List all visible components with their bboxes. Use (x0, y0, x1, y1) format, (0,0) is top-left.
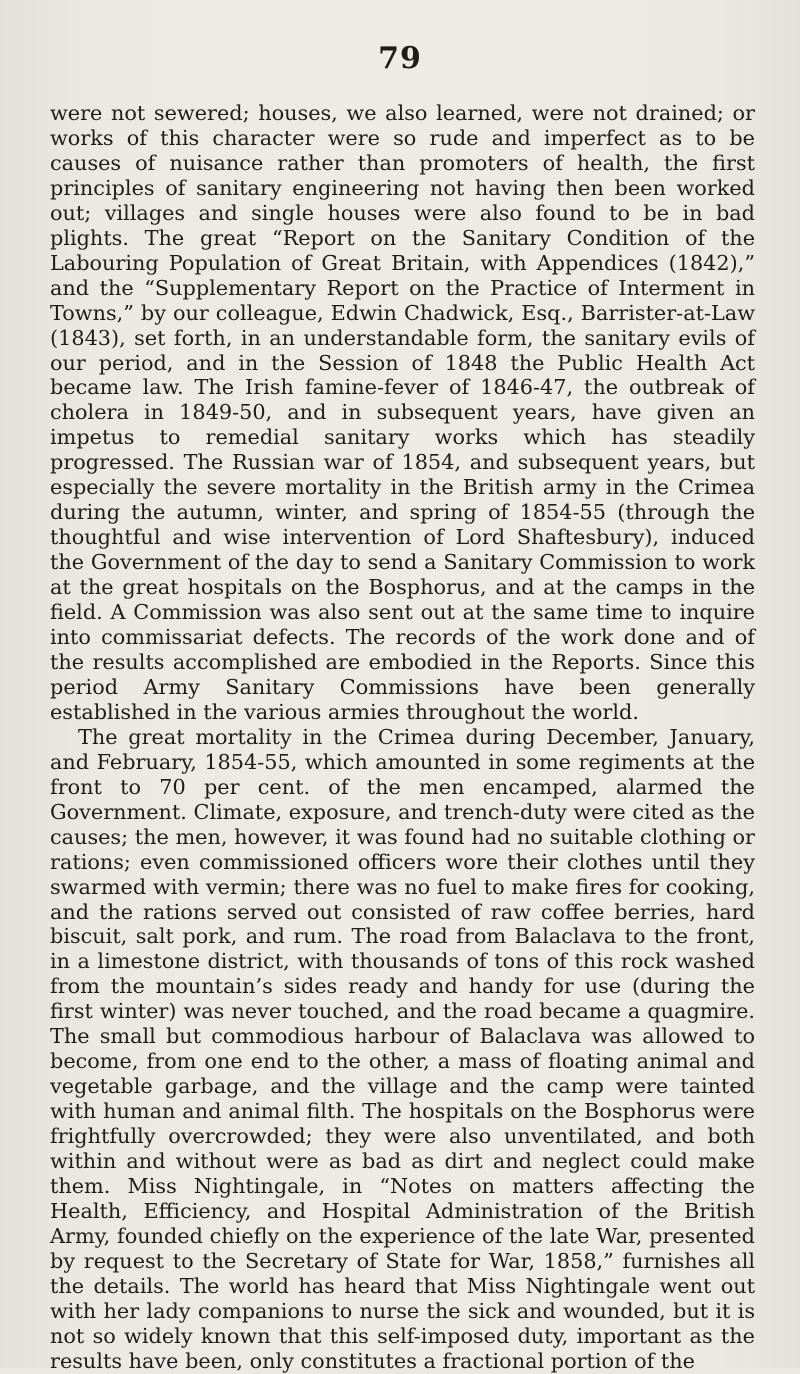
page-number: 79 (378, 41, 422, 76)
paragraph-sanitary-history: were not sewered; houses, we also learned, were not drained; or works of this character were so rude and imperfect as to be causes of nuisance rather than promoters of health, the first principles of sanitary engineering not having then been worked out; villages and single houses were also found to be in bad plights. The great “Report on the Sanitary Condition of the Labouring Population of Great Britain, with Appendices (1842),” and the “Supplementary Report on the Practice of Interment in Towns,” by our colleague, Edwin Chadwick, Esq., Barrister-at-Law (1843), set forth, in an understandable form, the sanitary evils of our period, and in the Session of 1848 the Public Health Act became law. The Irish famine-fever of 1846-47, the outbreak of cholera in 1849-50, and in subsequent years, have given an impetus to remedial sanitary works which has steadily progressed. The Russian war of 1854, and subsequent years, but especially the severe mortality in the British army in the Crimea during the autumn, winter, and spring of 1854-55 (through the thoughtful and wise intervention of Lord Shaftesbury), induced the Government of the day to send a Sanitary Commission to work at the great hospitals on the Bosphorus, and at the camps in the field. A Commission was also sent out at the same time to inquire into commissariat defects. The records of the work done and of the results accomplished are embodied in the Reports. Since this period Army Sanitary Commissions have been generally established in the various armies throughout the world. (50, 101, 755, 724)
body-text (50, 101, 755, 1374)
paragraph-crimea-mortality: The great mortality in the Crimea during December, January, and February, 1854-55, which amounted in some regiments at the front to 70 per cent. of the men encamped, alarmed the Government. Climate, exposure, and trench-duty were cited as the causes; the men, however, it was found had no suitable clothing or rations; even commissioned officers wore their clothes until they swarmed with vermin; there was no fuel to make fires for cooking, and the rations served out consisted of raw coffee berries, hard biscuit, salt pork, and rum. The road from Balaclava to the front, in a limestone district, with thousands of tons of this rock washed from the mountain’s sides ready and handy for use (during the first winter) was never touched, and the road became a quagmire. The small but commodious harbour of Balaclava was allowed to become, from one end to the other, a mass of floating animal and vegetable garbage, and the village and the camp were tainted with human and animal filth. The hospitals on the Bosphorus were frightfully overcrowded; they were also unventilated, and both within and without were as bad as dirt and neglect could make them. Miss Nightingale, in “Notes on matters affecting the Health, Efficiency, and Hospital Administration of the British Army, founded chiefly on the experience of the late War, presented by request to the Secretary of State for War, 1858,” furnishes all the details. The world has heard that Miss Nightingale went out with her lady companions to nurse the sick and wounded, but it is not so widely known that this self-imposed duty, important as the results have been, only constitutes a fractional portion of the (50, 724, 755, 1373)
